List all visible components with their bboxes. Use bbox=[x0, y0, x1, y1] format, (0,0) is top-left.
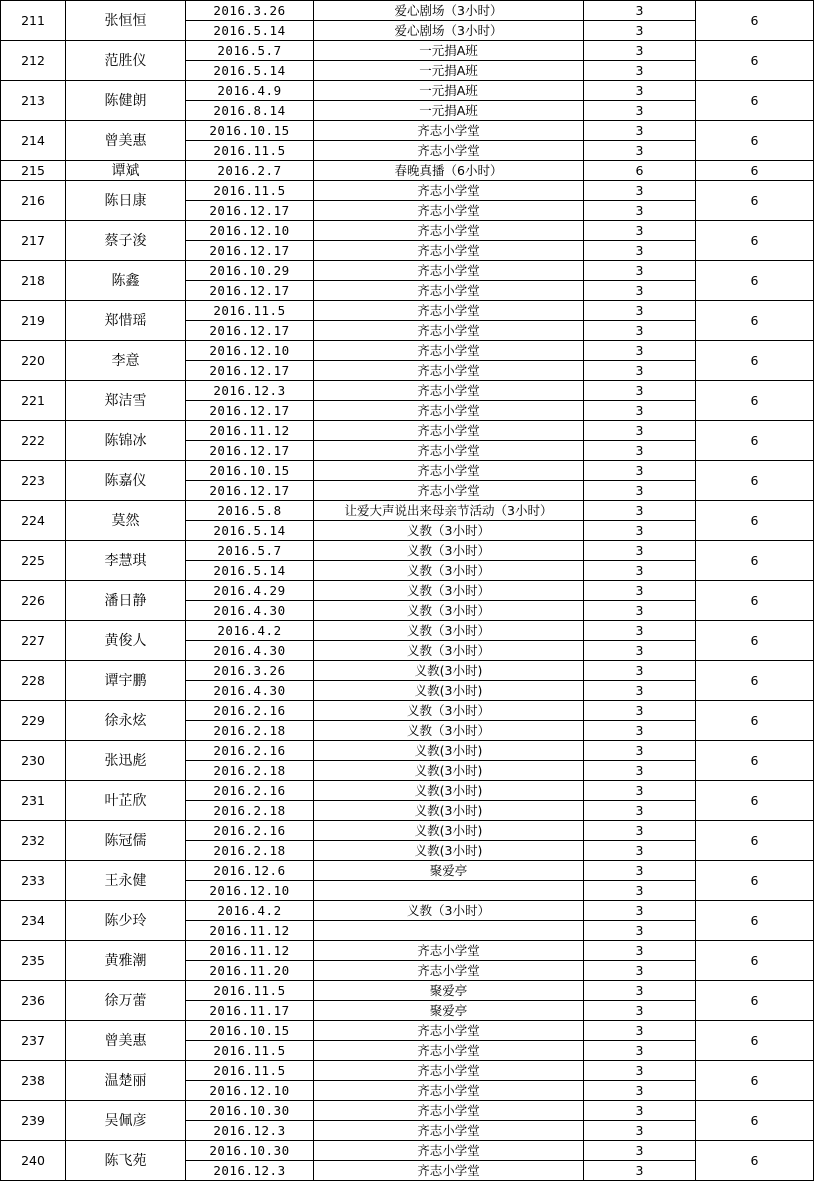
volunteer-name: 李意 bbox=[66, 341, 186, 381]
volunteer-name: 蔡子浚 bbox=[66, 221, 186, 261]
activity-name: 齐志小学堂 bbox=[314, 1021, 584, 1041]
activity-name: 齐志小学堂 bbox=[314, 1141, 584, 1161]
activity-name: 义教（3小时） bbox=[314, 561, 584, 581]
total-hours: 6 bbox=[696, 501, 814, 541]
activity-name: 春晚真播（6小时） bbox=[314, 161, 584, 181]
table-row bbox=[1, 1061, 814, 1081]
activity-hours: 3 bbox=[584, 621, 696, 641]
activity-date: 2016.3.26 bbox=[186, 1, 314, 21]
activity-hours: 3 bbox=[584, 581, 696, 601]
record-number: 216 bbox=[1, 181, 66, 221]
table-row bbox=[1, 221, 814, 241]
activity-hours: 3 bbox=[584, 861, 696, 881]
activity-name: 义教（3小时） bbox=[314, 701, 584, 721]
activity-date: 2016.11.12 bbox=[186, 921, 314, 941]
activity-date: 2016.10.29 bbox=[186, 261, 314, 281]
activity-hours: 3 bbox=[584, 1001, 696, 1021]
total-hours: 6 bbox=[696, 541, 814, 581]
activity-hours: 3 bbox=[584, 741, 696, 761]
table-row bbox=[1, 781, 814, 801]
activity-hours: 3 bbox=[584, 281, 696, 301]
activity-date: 2016.5.14 bbox=[186, 61, 314, 81]
activity-date: 2016.11.5 bbox=[186, 1061, 314, 1081]
activity-hours: 3 bbox=[584, 321, 696, 341]
activity-hours: 3 bbox=[584, 721, 696, 741]
activity-hours: 3 bbox=[584, 1081, 696, 1101]
activity-name: 齐志小学堂 bbox=[314, 461, 584, 481]
table-row bbox=[1, 861, 814, 881]
total-hours: 6 bbox=[696, 821, 814, 861]
record-number: 233 bbox=[1, 861, 66, 901]
activity-name: 义教（3小时） bbox=[314, 621, 584, 641]
volunteer-name: 李慧琪 bbox=[66, 541, 186, 581]
activity-date: 2016.11.20 bbox=[186, 961, 314, 981]
record-number: 227 bbox=[1, 621, 66, 661]
activity-date: 2016.4.30 bbox=[186, 681, 314, 701]
activity-date: 2016.8.14 bbox=[186, 101, 314, 121]
activity-date: 2016.12.17 bbox=[186, 441, 314, 461]
activity-hours: 3 bbox=[584, 881, 696, 901]
activity-date: 2016.5.7 bbox=[186, 541, 314, 561]
activity-hours: 3 bbox=[584, 641, 696, 661]
activity-date: 2016.12.6 bbox=[186, 861, 314, 881]
record-number: 223 bbox=[1, 461, 66, 501]
activity-hours: 3 bbox=[584, 601, 696, 621]
activity-hours: 3 bbox=[584, 821, 696, 841]
record-number: 211 bbox=[1, 1, 66, 41]
activity-name: 一元捐A班 bbox=[314, 101, 584, 121]
total-hours: 6 bbox=[696, 701, 814, 741]
activity-date: 2016.4.2 bbox=[186, 901, 314, 921]
activity-date: 2016.3.26 bbox=[186, 661, 314, 681]
activity-hours: 3 bbox=[584, 1121, 696, 1141]
total-hours: 6 bbox=[696, 981, 814, 1021]
activity-hours: 3 bbox=[584, 201, 696, 221]
activity-name: 齐志小学堂 bbox=[314, 181, 584, 201]
record-number: 213 bbox=[1, 81, 66, 121]
activity-date: 2016.12.3 bbox=[186, 1121, 314, 1141]
activity-hours: 3 bbox=[584, 341, 696, 361]
activity-date: 2016.5.7 bbox=[186, 41, 314, 61]
table-row bbox=[1, 741, 814, 761]
volunteer-name: 温楚丽 bbox=[66, 1061, 186, 1101]
activity-name: 一元捐A班 bbox=[314, 81, 584, 101]
volunteer-name: 曾美惠 bbox=[66, 1021, 186, 1061]
total-hours: 6 bbox=[696, 461, 814, 501]
record-number: 217 bbox=[1, 221, 66, 261]
activity-hours: 3 bbox=[584, 941, 696, 961]
activity-name: 聚爱亭 bbox=[314, 1001, 584, 1021]
activity-name: 齐志小学堂 bbox=[314, 361, 584, 381]
total-hours: 6 bbox=[696, 861, 814, 901]
table-row bbox=[1, 81, 814, 101]
activity-hours: 6 bbox=[584, 161, 696, 181]
record-number: 212 bbox=[1, 41, 66, 81]
volunteer-name: 谭斌 bbox=[66, 161, 186, 181]
activity-hours: 3 bbox=[584, 501, 696, 521]
activity-hours: 3 bbox=[584, 461, 696, 481]
record-number: 237 bbox=[1, 1021, 66, 1061]
activity-date: 2016.4.30 bbox=[186, 641, 314, 661]
activity-name: 齐志小学堂 bbox=[314, 1061, 584, 1081]
volunteer-name: 陈少玲 bbox=[66, 901, 186, 941]
total-hours: 6 bbox=[696, 1021, 814, 1061]
activity-date: 2016.11.12 bbox=[186, 421, 314, 441]
activity-name: 义教（3小时） bbox=[314, 541, 584, 561]
activity-date: 2016.4.2 bbox=[186, 621, 314, 641]
activity-name: 齐志小学堂 bbox=[314, 1101, 584, 1121]
record-number: 214 bbox=[1, 121, 66, 161]
activity-hours: 3 bbox=[584, 221, 696, 241]
table-row bbox=[1, 381, 814, 401]
record-number: 232 bbox=[1, 821, 66, 861]
activity-hours: 3 bbox=[584, 981, 696, 1001]
table-row bbox=[1, 261, 814, 281]
activity-date: 2016.5.8 bbox=[186, 501, 314, 521]
volunteer-name: 黄俊人 bbox=[66, 621, 186, 661]
activity-hours: 3 bbox=[584, 701, 696, 721]
activity-hours: 3 bbox=[584, 421, 696, 441]
total-hours: 6 bbox=[696, 381, 814, 421]
table-row bbox=[1, 1, 814, 21]
activity-date: 2016.12.10 bbox=[186, 341, 314, 361]
total-hours: 6 bbox=[696, 661, 814, 701]
activity-hours: 3 bbox=[584, 541, 696, 561]
activity-date: 2016.2.16 bbox=[186, 781, 314, 801]
volunteer-name: 王永健 bbox=[66, 861, 186, 901]
total-hours: 6 bbox=[696, 581, 814, 621]
activity-name: 齐志小学堂 bbox=[314, 341, 584, 361]
activity-hours: 3 bbox=[584, 921, 696, 941]
activity-name: 一元捐A班 bbox=[314, 41, 584, 61]
activity-name: 义教(3小时) bbox=[314, 761, 584, 781]
activity-date: 2016.2.16 bbox=[186, 701, 314, 721]
activity-name: 齐志小学堂 bbox=[314, 421, 584, 441]
activity-name: 义教(3小时) bbox=[314, 661, 584, 681]
activity-hours: 3 bbox=[584, 781, 696, 801]
table-row bbox=[1, 301, 814, 321]
activity-name: 聚爱亭 bbox=[314, 981, 584, 1001]
activity-hours: 3 bbox=[584, 1, 696, 21]
activity-date: 2016.10.30 bbox=[186, 1101, 314, 1121]
volunteer-name: 陈冠儒 bbox=[66, 821, 186, 861]
volunteer-name: 陈日康 bbox=[66, 181, 186, 221]
activity-hours: 3 bbox=[584, 1101, 696, 1121]
activity-hours: 3 bbox=[584, 481, 696, 501]
activity-name: 齐志小学堂 bbox=[314, 321, 584, 341]
activity-date: 2016.5.14 bbox=[186, 21, 314, 41]
total-hours: 6 bbox=[696, 261, 814, 301]
volunteer-name: 黄雅潮 bbox=[66, 941, 186, 981]
total-hours: 6 bbox=[696, 121, 814, 161]
activity-date: 2016.11.5 bbox=[186, 141, 314, 161]
table-row bbox=[1, 421, 814, 441]
table-row bbox=[1, 941, 814, 961]
activity-name: 聚爱亭 bbox=[314, 861, 584, 881]
activity-date: 2016.11.17 bbox=[186, 1001, 314, 1021]
activity-hours: 3 bbox=[584, 1021, 696, 1041]
activity-hours: 3 bbox=[584, 1141, 696, 1161]
table-row bbox=[1, 1021, 814, 1041]
total-hours: 6 bbox=[696, 81, 814, 121]
activity-date: 2016.12.17 bbox=[186, 281, 314, 301]
table-row bbox=[1, 41, 814, 61]
activity-name: 齐志小学堂 bbox=[314, 141, 584, 161]
activity-name: 齐志小学堂 bbox=[314, 1121, 584, 1141]
activity-name: 齐志小学堂 bbox=[314, 241, 584, 261]
activity-date: 2016.4.9 bbox=[186, 81, 314, 101]
activity-hours: 3 bbox=[584, 41, 696, 61]
total-hours: 6 bbox=[696, 1061, 814, 1101]
activity-date: 2016.12.17 bbox=[186, 201, 314, 221]
total-hours: 6 bbox=[696, 341, 814, 381]
activity-date: 2016.2.18 bbox=[186, 721, 314, 741]
activity-date: 2016.2.18 bbox=[186, 801, 314, 821]
activity-name: 齐志小学堂 bbox=[314, 261, 584, 281]
table-row bbox=[1, 581, 814, 601]
record-number: 221 bbox=[1, 381, 66, 421]
activity-date: 2016.10.15 bbox=[186, 121, 314, 141]
volunteer-name: 叶芷欣 bbox=[66, 781, 186, 821]
activity-date: 2016.12.10 bbox=[186, 221, 314, 241]
activity-hours: 3 bbox=[584, 261, 696, 281]
activity-hours: 3 bbox=[584, 761, 696, 781]
activity-date: 2016.11.5 bbox=[186, 981, 314, 1001]
activity-name: 齐志小学堂 bbox=[314, 381, 584, 401]
activity-hours: 3 bbox=[584, 181, 696, 201]
volunteer-name: 徐永炫 bbox=[66, 701, 186, 741]
volunteer-name: 郑惜瑶 bbox=[66, 301, 186, 341]
volunteer-name: 陈飞苑 bbox=[66, 1141, 186, 1181]
record-number: 218 bbox=[1, 261, 66, 301]
activity-hours: 3 bbox=[584, 101, 696, 121]
record-number: 226 bbox=[1, 581, 66, 621]
activity-name: 齐志小学堂 bbox=[314, 1161, 584, 1181]
activity-hours: 3 bbox=[584, 1041, 696, 1061]
volunteer-name: 范胜仪 bbox=[66, 41, 186, 81]
record-number: 215 bbox=[1, 161, 66, 181]
activity-hours: 3 bbox=[584, 81, 696, 101]
record-number: 229 bbox=[1, 701, 66, 741]
total-hours: 6 bbox=[696, 941, 814, 981]
activity-name: 齐志小学堂 bbox=[314, 221, 584, 241]
activity-hours: 3 bbox=[584, 441, 696, 461]
table-row bbox=[1, 501, 814, 521]
volunteer-name: 郑洁雪 bbox=[66, 381, 186, 421]
table-row bbox=[1, 661, 814, 681]
activity-name bbox=[314, 921, 584, 941]
activity-date: 2016.2.18 bbox=[186, 761, 314, 781]
record-number: 230 bbox=[1, 741, 66, 781]
activity-date: 2016.12.3 bbox=[186, 1161, 314, 1181]
volunteer-name: 张恒恒 bbox=[66, 1, 186, 41]
activity-name: 齐志小学堂 bbox=[314, 401, 584, 421]
activity-hours: 3 bbox=[584, 241, 696, 261]
record-number: 239 bbox=[1, 1101, 66, 1141]
table-row bbox=[1, 541, 814, 561]
table-row bbox=[1, 161, 814, 181]
activity-hours: 3 bbox=[584, 661, 696, 681]
activity-name: 义教（3小时） bbox=[314, 521, 584, 541]
volunteer-name: 陈鑫 bbox=[66, 261, 186, 301]
activity-date: 2016.12.17 bbox=[186, 481, 314, 501]
activity-date: 2016.5.14 bbox=[186, 521, 314, 541]
activity-date: 2016.12.10 bbox=[186, 1081, 314, 1101]
activity-date: 2016.12.10 bbox=[186, 881, 314, 901]
table-body bbox=[1, 1, 814, 1181]
total-hours: 6 bbox=[696, 621, 814, 661]
activity-name: 齐志小学堂 bbox=[314, 201, 584, 221]
activity-hours: 3 bbox=[584, 961, 696, 981]
table-row bbox=[1, 821, 814, 841]
activity-hours: 3 bbox=[584, 121, 696, 141]
activity-hours: 3 bbox=[584, 301, 696, 321]
activity-name: 齐志小学堂 bbox=[314, 121, 584, 141]
activity-date: 2016.12.3 bbox=[186, 381, 314, 401]
activity-name: 齐志小学堂 bbox=[314, 441, 584, 461]
total-hours: 6 bbox=[696, 181, 814, 221]
activity-name: 让爱大声说出来母亲节活动（3小时） bbox=[314, 501, 584, 521]
record-number: 220 bbox=[1, 341, 66, 381]
record-number: 228 bbox=[1, 661, 66, 701]
volunteer-name: 陈健朗 bbox=[66, 81, 186, 121]
total-hours: 6 bbox=[696, 161, 814, 181]
table-row bbox=[1, 461, 814, 481]
activity-hours: 3 bbox=[584, 841, 696, 861]
table-row bbox=[1, 121, 814, 141]
activity-name: 爱心剧场（3小时） bbox=[314, 21, 584, 41]
activity-name: 义教（3小时） bbox=[314, 601, 584, 621]
activity-name: 齐志小学堂 bbox=[314, 1041, 584, 1061]
activity-date: 2016.12.17 bbox=[186, 241, 314, 261]
total-hours: 6 bbox=[696, 1101, 814, 1141]
table-row bbox=[1, 701, 814, 721]
activity-hours: 3 bbox=[584, 681, 696, 701]
record-number: 231 bbox=[1, 781, 66, 821]
record-number: 219 bbox=[1, 301, 66, 341]
activity-name: 齐志小学堂 bbox=[314, 941, 584, 961]
volunteer-name: 吴佩彦 bbox=[66, 1101, 186, 1141]
record-number: 224 bbox=[1, 501, 66, 541]
volunteer-name: 曾美惠 bbox=[66, 121, 186, 161]
activity-date: 2016.11.5 bbox=[186, 1041, 314, 1061]
activity-hours: 3 bbox=[584, 801, 696, 821]
activity-hours: 3 bbox=[584, 381, 696, 401]
activity-name: 义教(3小时) bbox=[314, 821, 584, 841]
volunteer-name: 谭宇鹏 bbox=[66, 661, 186, 701]
activity-name: 一元捐A班 bbox=[314, 61, 584, 81]
record-number: 240 bbox=[1, 1141, 66, 1181]
activity-date: 2016.11.5 bbox=[186, 181, 314, 201]
volunteer-name: 张迅彪 bbox=[66, 741, 186, 781]
activity-date: 2016.2.18 bbox=[186, 841, 314, 861]
table-row bbox=[1, 341, 814, 361]
total-hours: 6 bbox=[696, 41, 814, 81]
volunteer-name: 陈嘉仪 bbox=[66, 461, 186, 501]
record-number: 236 bbox=[1, 981, 66, 1021]
table-row bbox=[1, 1141, 814, 1161]
table-row bbox=[1, 621, 814, 641]
total-hours: 6 bbox=[696, 901, 814, 941]
volunteer-name: 徐万蕾 bbox=[66, 981, 186, 1021]
activity-name: 义教(3小时) bbox=[314, 781, 584, 801]
table-row bbox=[1, 981, 814, 1001]
activity-date: 2016.12.17 bbox=[186, 361, 314, 381]
activity-hours: 3 bbox=[584, 901, 696, 921]
activity-name: 义教(3小时) bbox=[314, 841, 584, 861]
activity-date: 2016.2.16 bbox=[186, 821, 314, 841]
volunteer-name: 陈锦冰 bbox=[66, 421, 186, 461]
record-number: 225 bbox=[1, 541, 66, 581]
activity-hours: 3 bbox=[584, 21, 696, 41]
total-hours: 6 bbox=[696, 1, 814, 41]
activity-hours: 3 bbox=[584, 401, 696, 421]
activity-hours: 3 bbox=[584, 1161, 696, 1181]
activity-hours: 3 bbox=[584, 1061, 696, 1081]
activity-name: 义教（3小时） bbox=[314, 901, 584, 921]
activity-hours: 3 bbox=[584, 561, 696, 581]
record-number: 238 bbox=[1, 1061, 66, 1101]
record-number: 234 bbox=[1, 901, 66, 941]
total-hours: 6 bbox=[696, 781, 814, 821]
record-number: 235 bbox=[1, 941, 66, 981]
activity-name: 齐志小学堂 bbox=[314, 281, 584, 301]
table-row bbox=[1, 181, 814, 201]
record-number: 222 bbox=[1, 421, 66, 461]
activity-date: 2016.12.17 bbox=[186, 401, 314, 421]
activity-name: 义教（3小时） bbox=[314, 721, 584, 741]
activity-date: 2016.10.15 bbox=[186, 461, 314, 481]
activity-hours: 3 bbox=[584, 141, 696, 161]
activity-name: 齐志小学堂 bbox=[314, 481, 584, 501]
activity-name: 义教(3小时) bbox=[314, 741, 584, 761]
activity-date: 2016.4.29 bbox=[186, 581, 314, 601]
activity-name: 义教(3小时) bbox=[314, 681, 584, 701]
activity-date: 2016.2.7 bbox=[186, 161, 314, 181]
activity-date: 2016.12.17 bbox=[186, 321, 314, 341]
activity-hours: 3 bbox=[584, 521, 696, 541]
total-hours: 6 bbox=[696, 741, 814, 781]
activity-date: 2016.4.30 bbox=[186, 601, 314, 621]
table-row bbox=[1, 1101, 814, 1121]
activity-name: 爱心剧场（3小时） bbox=[314, 1, 584, 21]
total-hours: 6 bbox=[696, 221, 814, 261]
activity-name: 齐志小学堂 bbox=[314, 1081, 584, 1101]
activity-name bbox=[314, 881, 584, 901]
activity-hours: 3 bbox=[584, 361, 696, 381]
total-hours: 6 bbox=[696, 301, 814, 341]
activity-date: 2016.2.16 bbox=[186, 741, 314, 761]
activity-date: 2016.11.5 bbox=[186, 301, 314, 321]
total-hours: 6 bbox=[696, 421, 814, 461]
activity-date: 2016.5.14 bbox=[186, 561, 314, 581]
activity-date: 2016.10.30 bbox=[186, 1141, 314, 1161]
activity-name: 义教（3小时） bbox=[314, 581, 584, 601]
total-hours: 6 bbox=[696, 1141, 814, 1181]
activity-date: 2016.10.15 bbox=[186, 1021, 314, 1041]
activity-name: 齐志小学堂 bbox=[314, 301, 584, 321]
activity-date: 2016.11.12 bbox=[186, 941, 314, 961]
activity-name: 义教(3小时) bbox=[314, 801, 584, 821]
activity-name: 义教（3小时） bbox=[314, 641, 584, 661]
activity-hours: 3 bbox=[584, 61, 696, 81]
volunteer-name: 潘日静 bbox=[66, 581, 186, 621]
table-row bbox=[1, 901, 814, 921]
volunteer-name: 莫然 bbox=[66, 501, 186, 541]
activity-name: 齐志小学堂 bbox=[314, 961, 584, 981]
